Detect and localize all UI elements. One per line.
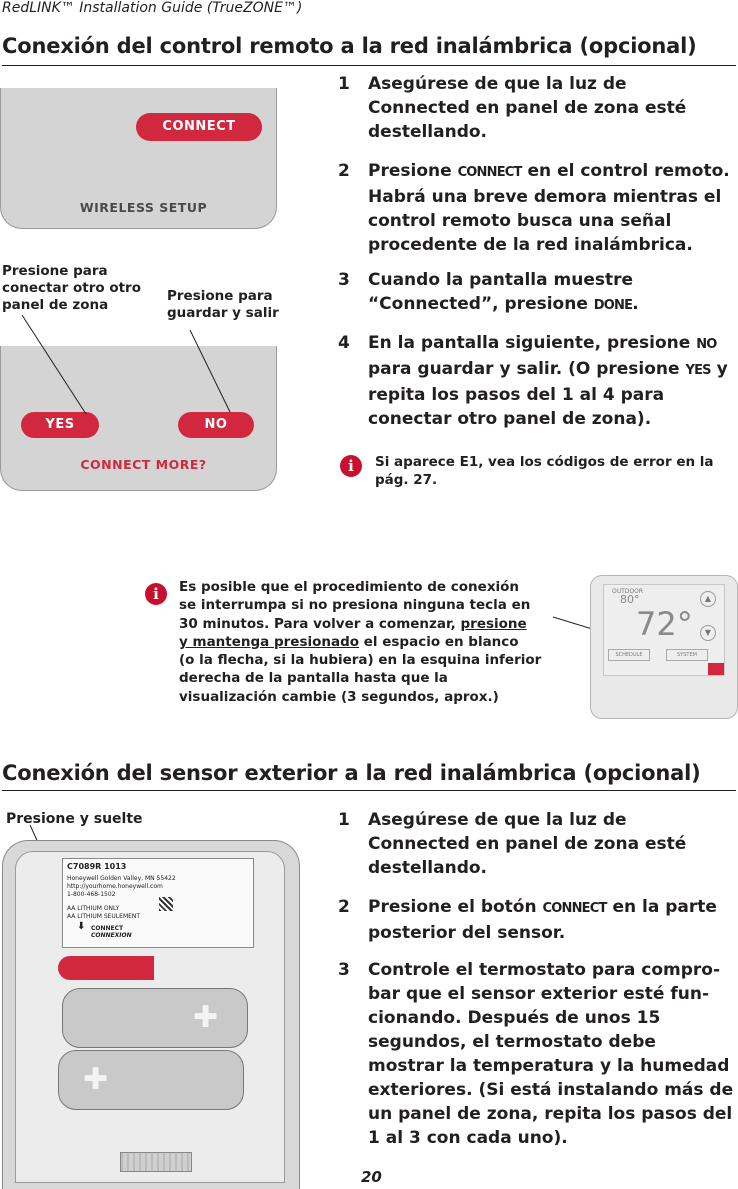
callout-line: guardar y salir bbox=[167, 305, 279, 321]
up-arrow-icon[interactable]: ▲ bbox=[700, 591, 716, 607]
website: http://yourhome.honeywell.com bbox=[67, 883, 163, 890]
yes-button[interactable]: YES bbox=[21, 412, 99, 438]
callout-line: panel de zona bbox=[2, 297, 109, 313]
step-number: 3 bbox=[338, 960, 350, 980]
step2-1 bbox=[338, 808, 738, 880]
text-run: 30 minutos. Para volver a comenzar, bbox=[179, 615, 461, 632]
step1-3 bbox=[338, 268, 738, 316]
plus-icon: ✚ bbox=[193, 1000, 219, 1035]
indoor-temp: 72° bbox=[636, 605, 693, 643]
text-run: en el control remoto. bbox=[521, 161, 730, 181]
leader-line-yes bbox=[22, 315, 86, 414]
step-line: mostrar la temperatura y la humedad bbox=[368, 1056, 730, 1076]
sensor-illustration bbox=[2, 840, 300, 1189]
step-line bbox=[368, 895, 717, 921]
note-line: Es posible que el procedimiento de conexión bbox=[179, 579, 520, 595]
outdoor-temp: 80° bbox=[620, 593, 640, 606]
step-line bbox=[368, 159, 730, 185]
connect-button[interactable]: CONNECT bbox=[136, 113, 262, 141]
step-number: 3 bbox=[338, 270, 350, 290]
step-line: Controle el termostato para compro- bbox=[368, 960, 721, 980]
info-icon: i bbox=[145, 583, 167, 605]
keyword-connect: CONNECT bbox=[542, 901, 607, 916]
battery-1 bbox=[62, 988, 248, 1048]
leader-line-no bbox=[190, 330, 230, 412]
step-line: destellando. bbox=[368, 858, 488, 878]
step-line bbox=[368, 357, 728, 383]
note-line: visualización cambie (3 segundos, aprox.) bbox=[179, 688, 499, 705]
step-line: posterior del sensor. bbox=[368, 923, 566, 943]
text-run: para guardar y salir. (O presione bbox=[368, 359, 686, 379]
down-arrow-icon[interactable]: ▼ bbox=[700, 625, 716, 641]
step2-3 bbox=[338, 958, 738, 1150]
step-line: cionando. Después de unos 15 bbox=[368, 1008, 661, 1028]
text-run: . bbox=[632, 294, 639, 314]
keyword-connect: CONNECT bbox=[457, 165, 522, 180]
section2-title: Conexión del sensor exterior a la red inalámbrica (opcional) bbox=[2, 761, 701, 785]
step-line: procedente de la red inalámbrica. bbox=[368, 235, 693, 255]
step-line: Asegúrese de que la luz de bbox=[368, 74, 627, 94]
step-line: Asegúrese de que la luz de bbox=[368, 810, 627, 830]
step-line: destellando. bbox=[368, 122, 488, 142]
text-run: “Connected”, presione bbox=[368, 294, 594, 314]
step-line: bar que el sensor exterior esté fun- bbox=[368, 984, 710, 1004]
callout-press-release: Presione y suelte bbox=[6, 811, 143, 827]
thermostat-illustration bbox=[590, 575, 738, 719]
step-line: un panel de zona, repita los pasos del bbox=[368, 1104, 733, 1124]
sensor-label bbox=[62, 858, 254, 948]
step1-4 bbox=[338, 331, 738, 427]
step2-2 bbox=[338, 895, 738, 943]
step-line: repita los pasos del 1 al 4 para bbox=[368, 385, 665, 405]
battery-note-fr: AA LITHIUM SEULEMENT bbox=[67, 913, 141, 920]
callout-line: Presione para bbox=[167, 288, 273, 304]
step-line: conectar otro panel de zona). bbox=[368, 409, 652, 429]
running-header: RedLINK™ Installation Guide (TrueZONE™) bbox=[2, 0, 303, 16]
text-run: En la pantalla siguiente, presione bbox=[368, 333, 697, 353]
vent-grille bbox=[120, 1152, 192, 1172]
page-number: 20 bbox=[361, 1168, 382, 1186]
callout-line: conectar otro otro bbox=[2, 280, 141, 296]
step-number: 4 bbox=[338, 333, 350, 353]
battery-2 bbox=[58, 1050, 244, 1110]
underlined-text: y mantenga presionado bbox=[179, 633, 360, 650]
system-button[interactable]: SYSTEM bbox=[666, 649, 708, 661]
note-line bbox=[179, 633, 559, 651]
brand-line bbox=[67, 875, 176, 883]
step-line: Connected en panel de zona esté bbox=[368, 98, 687, 118]
blank-corner-target[interactable] bbox=[708, 663, 724, 675]
info-icon: i bbox=[340, 455, 362, 477]
connexion-label: CONNEXION bbox=[91, 932, 132, 939]
step-number: 2 bbox=[338, 161, 350, 181]
sensor-housing bbox=[15, 851, 285, 1183]
section2-rule bbox=[2, 790, 736, 791]
schedule-button[interactable]: SCHEDULE bbox=[608, 649, 650, 661]
brand: Honeywell bbox=[67, 875, 99, 882]
outdoor-label: OUTDOOR bbox=[612, 588, 644, 595]
keyword-done: DONE bbox=[593, 298, 633, 313]
underlined-text: presione bbox=[460, 615, 527, 632]
step-line bbox=[368, 292, 639, 318]
step1-2 bbox=[338, 159, 738, 255]
note-line: (o la flecha, si la hubiera) en la esquina inferior bbox=[179, 652, 542, 669]
keyword-no: NO bbox=[696, 337, 717, 352]
step-number: 1 bbox=[338, 74, 350, 94]
note-line: pág. 27. bbox=[375, 472, 438, 488]
qr-code bbox=[159, 897, 173, 911]
arrow-down-icon: ⬇ bbox=[77, 921, 86, 932]
step-line: Habrá una breve demora mientras el bbox=[368, 187, 722, 207]
sensor-connect-button[interactable] bbox=[58, 956, 154, 980]
keyword-yes: YES bbox=[685, 363, 711, 378]
callout-line: Presione para bbox=[2, 263, 108, 279]
step-line: control remoto busca una señal bbox=[368, 211, 672, 231]
connect-label: CONNECT bbox=[91, 925, 124, 932]
timeout-note bbox=[179, 578, 559, 706]
error-code-note bbox=[375, 453, 735, 489]
connect-more-label: CONNECT MORE? bbox=[80, 457, 207, 472]
plus-icon: ✚ bbox=[83, 1062, 109, 1097]
thermostat-screen bbox=[603, 584, 725, 676]
step-line: Cuando la pantalla muestre bbox=[368, 270, 634, 290]
step-number: 1 bbox=[338, 810, 350, 830]
text-run: y bbox=[710, 359, 728, 379]
note-line bbox=[179, 615, 559, 633]
wireless-setup-label: WIRELESS SETUP bbox=[79, 200, 208, 215]
step-line: segundos, el termostato debe bbox=[368, 1032, 656, 1052]
step1-1 bbox=[338, 72, 738, 144]
step-line: exteriores. (Si está instalando más de bbox=[368, 1080, 734, 1100]
step-line bbox=[368, 331, 728, 357]
text-run: Presione bbox=[368, 161, 458, 181]
section1-title: Conexión del control remoto a la red inalámbrica (opcional) bbox=[2, 34, 697, 58]
text-run: el espacio en blanco bbox=[359, 633, 519, 650]
step-number: 2 bbox=[338, 897, 350, 917]
battery-note: AA LITHIUM ONLY bbox=[67, 905, 120, 912]
note-line: derecha de la pantalla hasta que la bbox=[179, 670, 448, 687]
model-number: C7089R 1013 bbox=[67, 862, 127, 871]
text-run: en la parte bbox=[606, 897, 717, 917]
text-run: Presione el botón bbox=[368, 897, 543, 917]
step-line: Connected en panel de zona esté bbox=[368, 834, 687, 854]
phone: 1-800-468-1502 bbox=[67, 891, 116, 898]
no-button[interactable]: NO bbox=[178, 412, 254, 438]
brand-address: Golden Valley, MN 55422 bbox=[98, 875, 176, 882]
note-line: Si aparece E1, vea los códigos de error en la bbox=[375, 454, 714, 470]
note-line: se interrumpa si no presiona ninguna tecla en bbox=[179, 597, 531, 614]
step-line: 1 al 3 con cada uno). bbox=[368, 1128, 568, 1148]
